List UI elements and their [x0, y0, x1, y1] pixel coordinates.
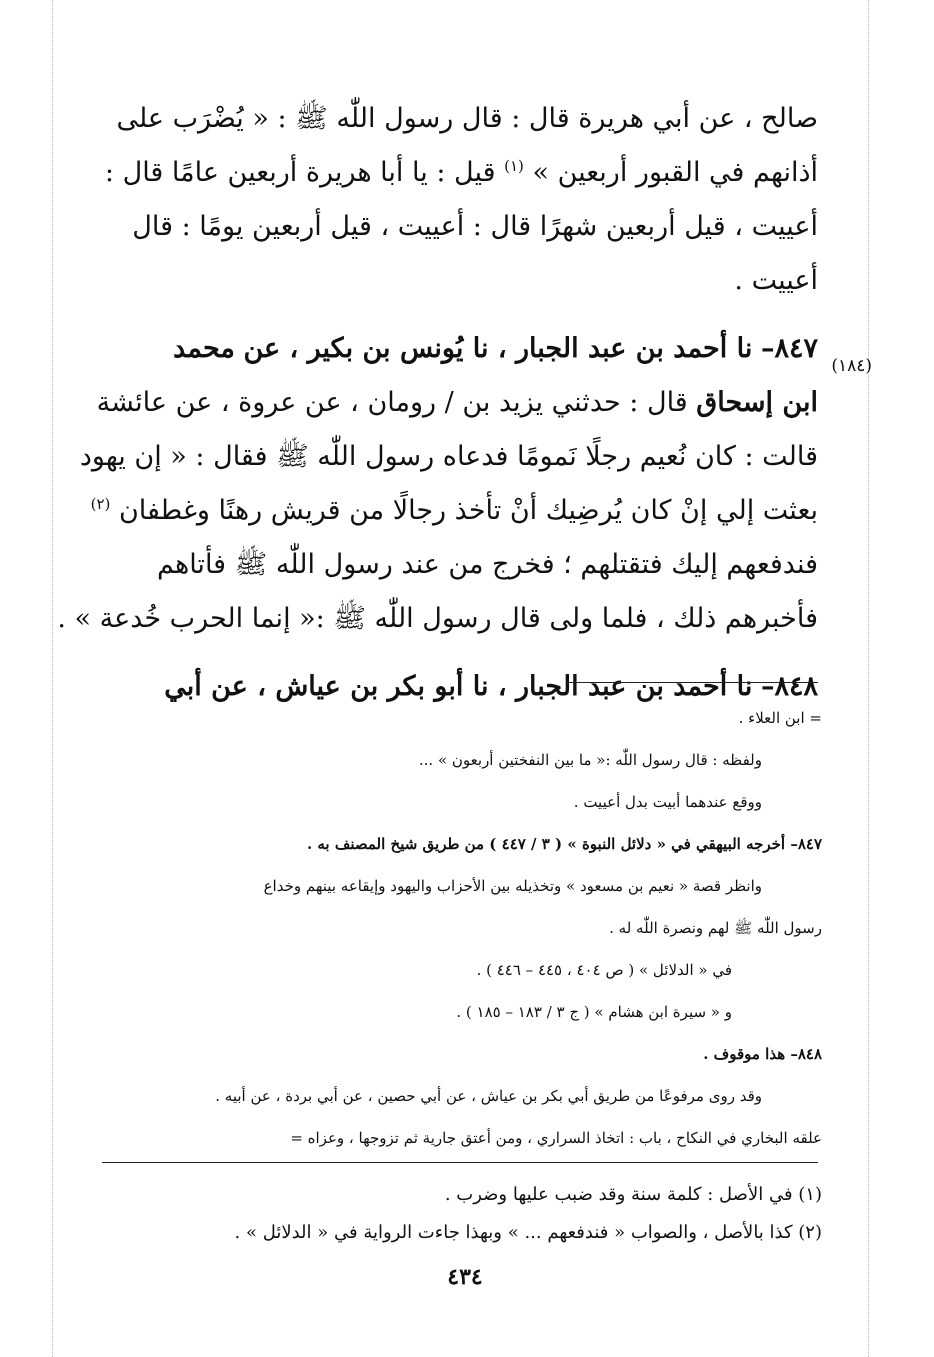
- note-line: رسول اللّٰه ﷺ لهم ونصرة اللّٰه له .: [609, 919, 822, 937]
- footnote-ref: (٢): [90, 495, 111, 513]
- note-line: ووقع عندهما أبيت بدل أعييت .: [573, 793, 762, 811]
- note-line: و « سيرة ابن هشام » ( ج ٣ / ١٨٣ – ١٨٥ ) .: [456, 1003, 732, 1021]
- note-line: = ابن العلاء .: [738, 709, 822, 727]
- text-line: صالح ، عن أبي هريرة قال : قال رسول اللّٰه ﷺ : « يُضْرَب على: [116, 103, 818, 134]
- text-line: فندفعهم إليك فتقتلهم ؛ فخرج من عند رسول اللّٰه ﷺ فأتاهم: [157, 549, 818, 580]
- left-edge-dots: [52, 0, 53, 1357]
- footnote: (١) في الأصل : كلمة سنة وقد ضبب عليها وضرب .: [444, 1184, 822, 1205]
- page-number: ٤٣٤: [447, 1264, 483, 1290]
- note-line: ٨٤٨– هذا موقوف .: [703, 1045, 822, 1063]
- text-line: أعييت .: [734, 265, 818, 296]
- main-text: [57, 92, 818, 714]
- note-line: وقد روى مرفوعًا من طريق أبي بكر بن عياش ، عن أبي حصين ، عن أبي بردة ، عن أبيه .: [215, 1087, 762, 1105]
- text-line: فأخبرهم ذلك ، فلما ولى قال رسول اللّٰه ﷺ :« إنما الحرب خُدعة » .: [57, 603, 818, 634]
- hadith-847-line: ٨٤٧– نا أحمد بن عبد الجبار ، نا يُونس بن بكير ، عن محمد: [173, 333, 818, 364]
- right-edge-dots: [868, 0, 869, 1357]
- hadith-848-line: ٨٤٨– نا أحمد بن عبد الجبار ، نا أبو بكر بن عياش ، عن أبي: [164, 671, 818, 702]
- margin-page-ref: (١٨٤): [831, 356, 872, 376]
- footnote-ref: (١): [504, 157, 524, 175]
- note-line: ولفظه : قال رسول اللّٰه :« ما بين النفختين أربعون » ...: [418, 751, 762, 769]
- note-line: وانظر قصة « نعيم بن مسعود » وتخذيله بين الأحزاب واليهود وإيقاعه بينهم وخداع: [263, 877, 762, 895]
- footnotes: [96, 1176, 822, 1252]
- text-line: أعييت ، قيل أربعين شهرًا قال : أعييت ، قيل أربعين يومًا : قال: [132, 211, 818, 242]
- footnotes-divider: [102, 1162, 818, 1163]
- text-line: بعثت إلي إنْ كان يُرضِيك أنْ تأخذ رجالًا من قريش رهنًا وغطفان $^{(٢)}$: [90, 495, 818, 526]
- note-line: في « الدلائل » ( ص ٤٠٤ ، ٤٤٥ – ٤٤٦ ) .: [476, 961, 732, 979]
- text-line: ابن إسحاق قال : حدثني يزيد بن / رومان ، عن عروة ، عن عائشة: [96, 387, 818, 418]
- note-line: علقه البخاري في النكاح ، باب : اتخاذ السراري ، ومن أعتق جارية ثم تزوجها ، وعزاه =: [290, 1129, 822, 1147]
- text-line: أذانهم في القبور أربعين » $^{(١)}$ قيل : يا أبا هريرة أربعين عامًا قال :: [104, 157, 818, 188]
- note-line: ٨٤٧– أخرجه البيهقي في « دلائل النبوة » ( ٣ / ٤٤٧ ) من طريق شيخ المصنف به .: [306, 835, 822, 853]
- hadith-number: ٨٤٨–: [760, 671, 818, 702]
- footnote: (٢) كذا بالأصل ، والصواب « فندفعهم ... » وبهذا جاءت الرواية في « الدلائل » .: [234, 1222, 822, 1243]
- notes-divider: [566, 682, 818, 683]
- commentary-notes: [96, 697, 822, 1159]
- text-line: قالت : كان نُعيم رجلًا نَمومًا فدعاه رسول اللّٰه ﷺ فقال : « إن يهود: [79, 441, 818, 472]
- hadith-number: ٨٤٧–: [760, 333, 818, 364]
